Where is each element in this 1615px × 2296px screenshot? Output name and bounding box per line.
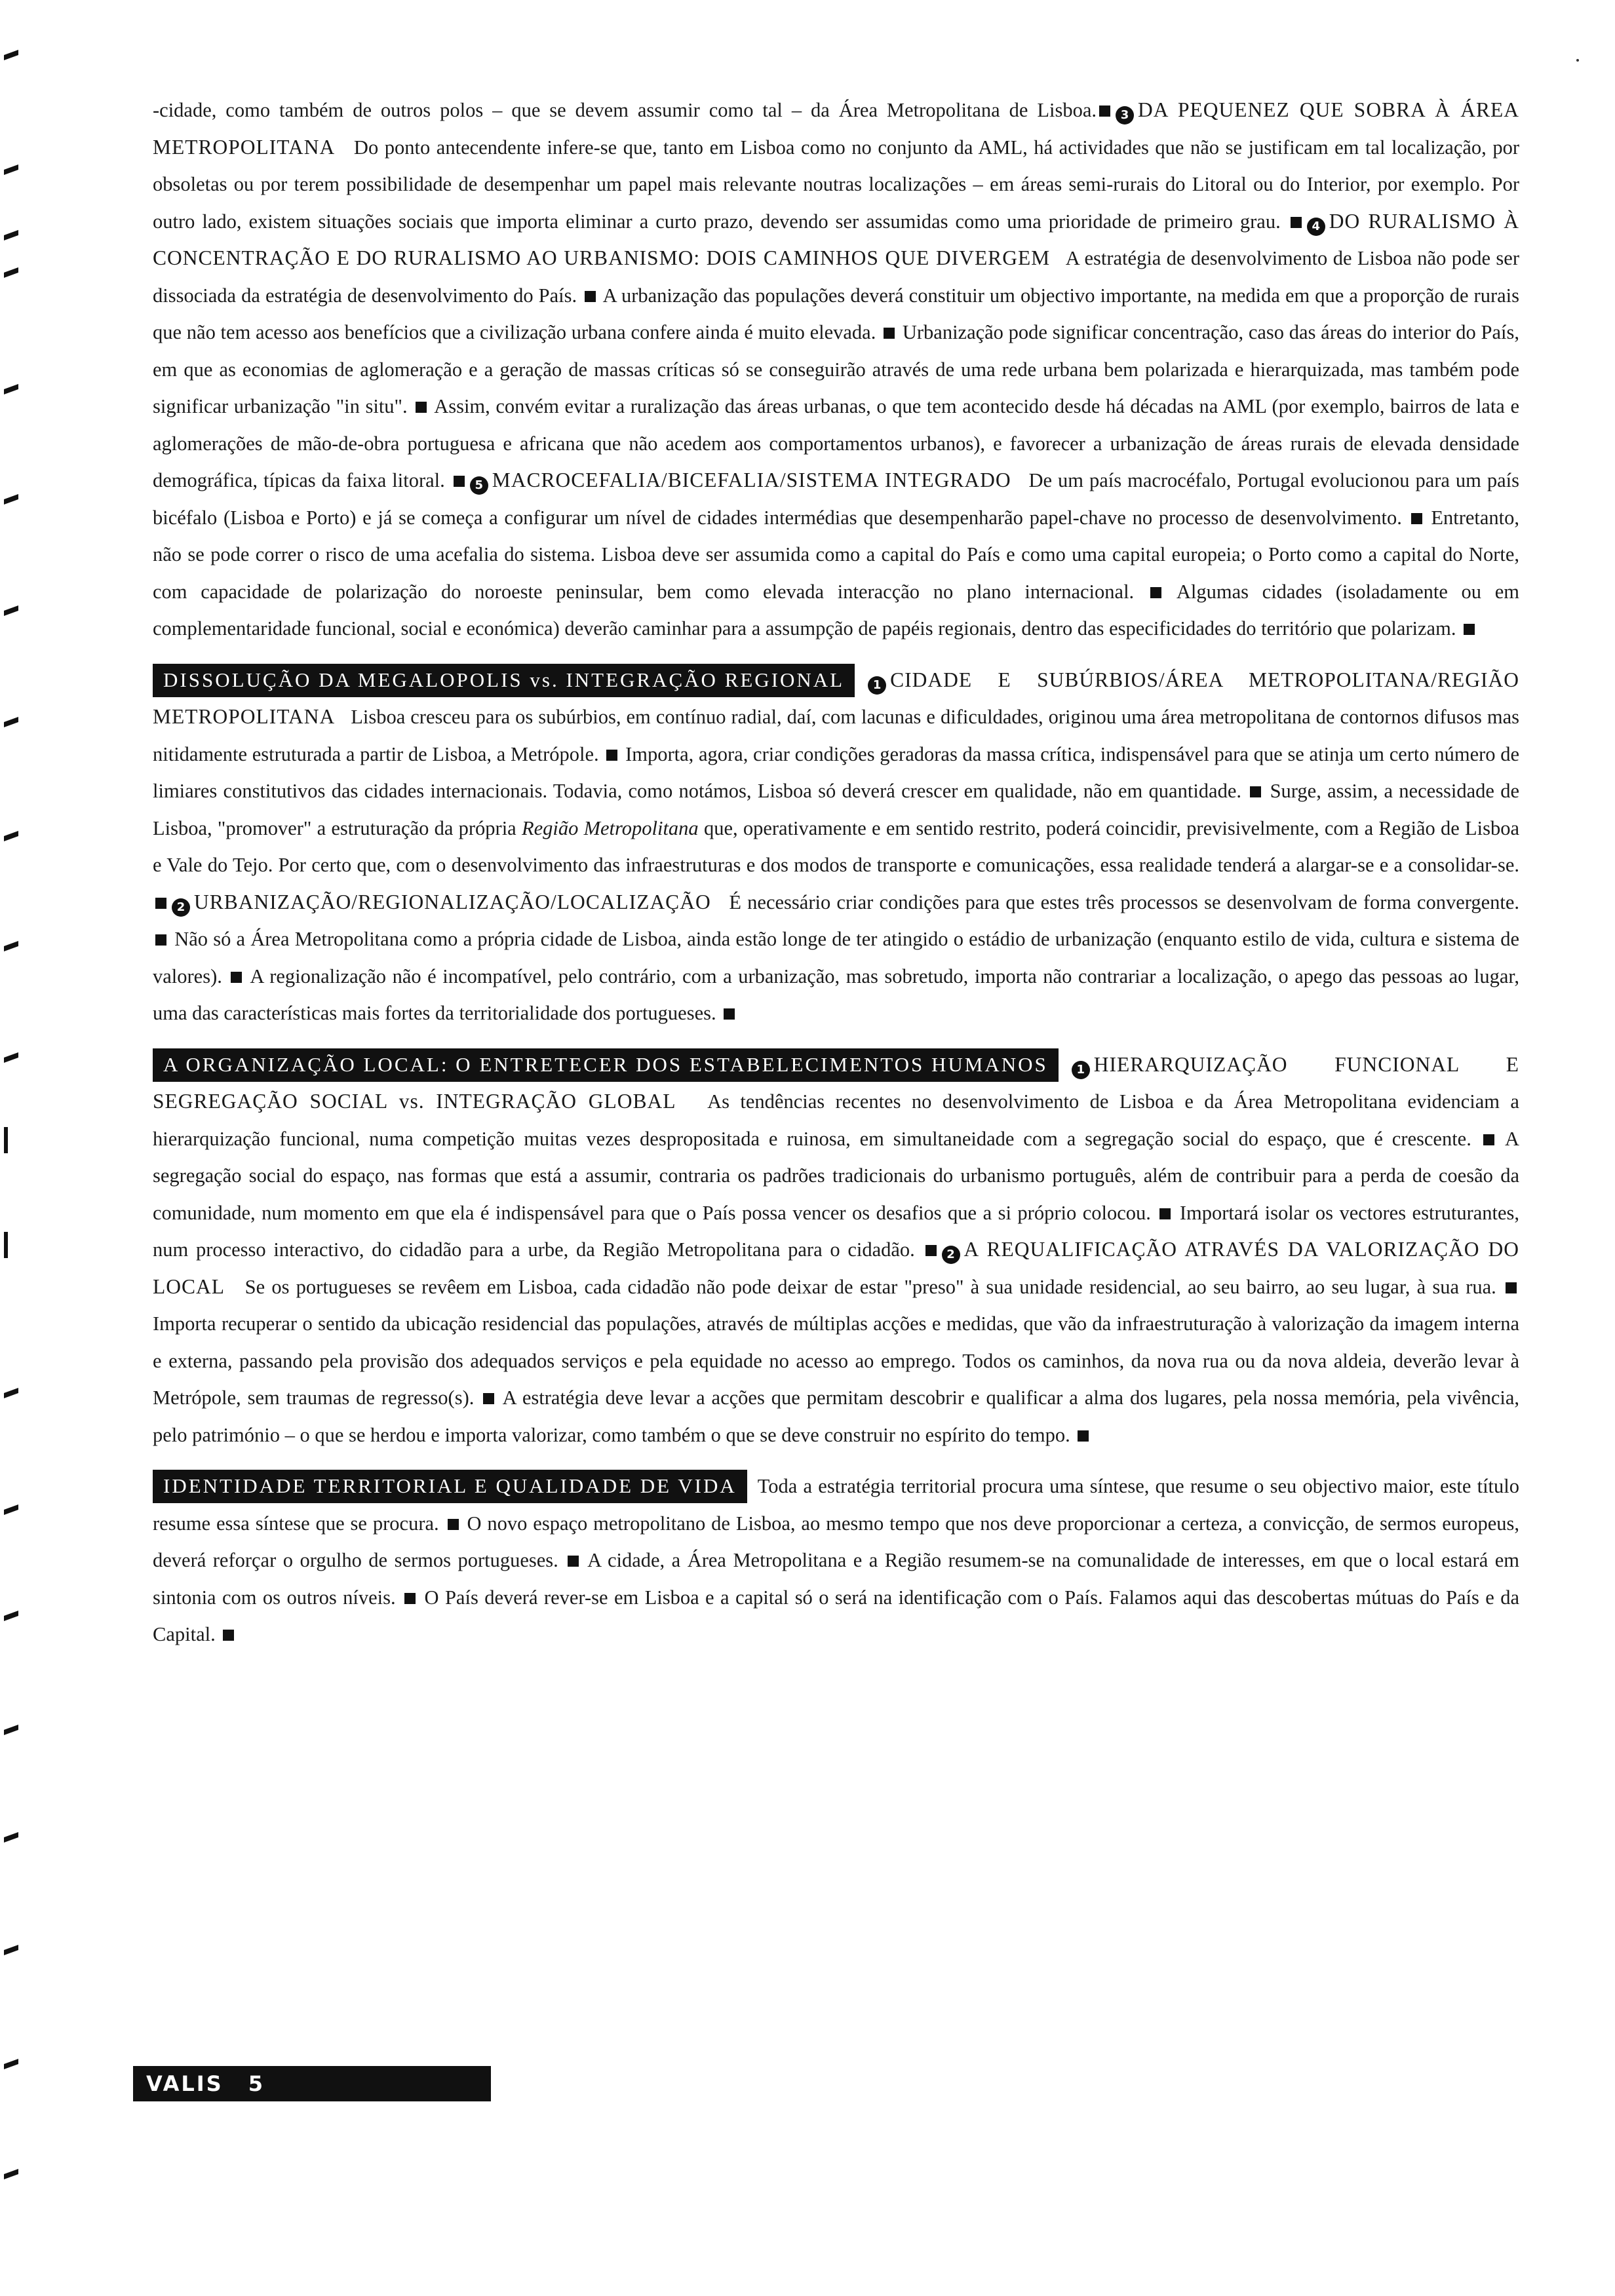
margin-tick — [4, 1504, 18, 1515]
margin-tick — [4, 2169, 18, 2179]
publication-name: VALIS — [146, 2071, 224, 2096]
number-2-icon: 2 — [172, 898, 190, 917]
text: O novo espaço metropolitano de Lisboa, ao mesmo tempo que nos deve proporcionar a certeza, a convicção, de sermos europeus, deverá reforçar o orgulho de sermos portugueses. — [153, 1512, 1519, 1571]
text: A urbanização das populações deverá constituir um objectivo importante, na medida em que a proporção de rurais que não tem acesso aos benefícios que a civilização urbana confere ainda é muito elevada. — [153, 284, 1519, 343]
margin-tick — [4, 230, 18, 240]
square-bullet-icon — [568, 1556, 579, 1567]
text: A estratégia deve levar a acções que permitam descobrir e qualificar a alma dos lugares, pela nossa memória, pela vivência, pelo património – o que se herdou e importa valorizar, como também o que se deve construir no espírito do tempo. — [153, 1387, 1520, 1446]
text: Assim, convém evitar a ruralização das áreas urbanas, o que tem acontecido desde há décadas na AML (por exemplo, bairros de lata e aglomerações de mão-de-obra portuguesa e africana que não acedem aos comportamentos urbanos), e favorecer a urbanização de áreas rurais de elevada densidade demográfica, típicas da faixa litoral. — [153, 395, 1519, 491]
page-footer — [133, 2066, 491, 2101]
square-bullet-icon — [1483, 1134, 1494, 1145]
square-bullet-icon — [1150, 587, 1161, 598]
section-banner: IDENTIDADE TERRITORIAL E QUALIDADE DE VIDA — [153, 1470, 747, 1503]
text: A cidade, a Área Metropolitana e a Região resumem-se na comunalidade de interesses, em que o local estará em sintonia com os outros níveis. — [153, 1549, 1519, 1609]
section-banner: DISSOLUÇÃO DA MEGALOPOLIS vs. INTEGRAÇÃO REGIONAL — [153, 664, 855, 697]
text: Surge, assim, a necessidade de Lisboa, "promover" a estruturação da própria — [153, 780, 1520, 839]
square-bullet-icon — [925, 1245, 937, 1256]
number-1-icon: 1 — [868, 676, 886, 695]
square-bullet-icon — [454, 476, 465, 487]
square-bullet-icon — [1099, 105, 1110, 117]
text: A segregação social do espaço, nas formas que está a assumir, contraria os padrões tradicionais do urbanismo português, além de contribuir para a perda de coesão da comunidade, num momento em que ela é indispensável para que o País possa vencer os desafios que a si próprio colocou. — [153, 1127, 1520, 1224]
section-banner: A ORGANIZAÇÃO LOCAL: O ENTRETECER DOS ESTABELECIMENTOS HUMANOS — [153, 1048, 1059, 1082]
text: É necessário criar condições para que estes três processos se desenvolvam de forma convergente. — [729, 890, 1520, 913]
text: As tendências recentes no desenvolvimento de Lisboa e da Área Metropolitana evidenciam a hierarquização funcional, numa competição muitas vezes despropositada e ruinosa, em simultaneidade com a segregação social do espaço, que é crescente. — [153, 1090, 1519, 1150]
margin-tick — [4, 1052, 18, 1063]
square-bullet-icon — [231, 972, 242, 983]
page-number: 5 — [248, 2071, 265, 2096]
margin-tick — [4, 831, 18, 841]
square-bullet-icon — [416, 402, 427, 413]
section-organizacao-local — [153, 1046, 1519, 1454]
subheading: DO RURALISMO À CONCENTRAÇÃO E DO RURALISMO AO URBANISMO: DOIS CAMINHOS QUE DIVERGEM — [153, 209, 1519, 269]
text: -cidade, como também de outros polos – que se devem assumir como tal – da Área Metropolitana de Lisboa. — [153, 99, 1097, 121]
square-bullet-icon — [448, 1519, 459, 1530]
square-bullet-icon — [1464, 624, 1475, 635]
number-1-icon: 1 — [1072, 1061, 1090, 1079]
margin-tick — [4, 1127, 8, 1153]
subheading: URBANIZAÇÃO/REGIONALIZAÇÃO/LOCALIZAÇÃO — [194, 890, 711, 913]
margin-tick — [4, 384, 18, 394]
margin-tick — [4, 50, 18, 60]
speck — [1576, 59, 1579, 62]
number-5-icon: 5 — [470, 476, 488, 495]
square-bullet-icon — [1078, 1430, 1089, 1442]
margin-tick — [4, 717, 18, 727]
margin-tick — [4, 941, 18, 951]
subheading: A REQUALIFICAÇÃO ATRAVÉS DA VALORIZAÇÃO DO LOCAL — [153, 1238, 1520, 1298]
text: Toda a estratégia territorial procura uma síntese, que resume o seu objectivo maior, este título resume essa síntese que se procura. — [153, 1475, 1519, 1535]
square-bullet-icon — [884, 328, 895, 339]
section-identidade — [153, 1468, 1519, 1653]
margin-tick — [4, 267, 18, 278]
margin-tick — [4, 1945, 18, 1955]
subheading: MACROCEFALIA/BICEFALIA/SISTEMA INTEGRADO — [492, 469, 1011, 491]
margin-tick — [4, 1232, 8, 1258]
square-bullet-icon — [1506, 1282, 1517, 1293]
subheading: DA PEQUENEZ QUE SOBRA À ÁREA METROPOLITANA — [153, 98, 1519, 159]
square-bullet-icon — [1159, 1208, 1171, 1219]
text: A estratégia de desenvolvimento de Lisboa não pode ser dissociada da estratégia de desenvolvimento do País. — [153, 247, 1519, 307]
number-4-icon: 4 — [1307, 218, 1325, 236]
text: Urbanização pode significar concentração, caso das áreas do interior do País, em que as economias de aglomeração e a geração de massas críticas só se conseguirão através de uma rede urbana bem polarizada e hierarquizada, mas também pode significar urbanização "in situ". — [153, 321, 1520, 417]
margin-tick — [4, 1725, 18, 1735]
margin-tick — [4, 1388, 18, 1398]
margin-tick — [4, 2059, 18, 2069]
number-2-icon: 2 — [942, 1246, 960, 1264]
text: Importa, agora, criar condições geradoras da massa crítica, indispensável para que se atinja um certo número de limiares constitutivos das cidades internacionais. Todavia, como notámos, Lisboa só deverá crescer em qualidade, não em quantidade. — [153, 742, 1520, 802]
section-megalopolis — [153, 662, 1519, 1032]
square-bullet-icon — [483, 1393, 494, 1404]
square-bullet-icon — [1411, 513, 1422, 524]
margin-tick — [4, 605, 18, 616]
number-3-icon: 3 — [1116, 106, 1134, 124]
text: Entretanto, não se pode correr o risco de uma acefalia do sistema. Lisboa deve ser assumida como a capital do País e como uma capital europeia; o Porto como a capital do Norte, com capacidade de polarização do noroeste peninsular, bem como elevada interacção no plano internacional. — [153, 506, 1520, 603]
text: Do ponto antecendente infere-se que, tanto em Lisboa como no conjunto da AML, há actividades que não se justificam em tal localização, por obsoletas ou por terem possibilidade de desempenhar um papel mais relevante noutras localizações – em áreas semi-rurais do Litoral ou do Interior, por exemplo. Por outro lado, existem situações sociais que importa eliminar a curto prazo, devendo ser assumidas como uma prioridade de primeiro grau. — [153, 136, 1520, 233]
text: A regionalização não é incompatível, pelo contrário, com a urbanização, mas sobretudo, importa não contrariar a localização, o apego das pessoas ao lugar, uma das características mais fortes da territorialidade dos portugueses. — [153, 965, 1519, 1024]
margin-tick — [4, 494, 18, 505]
text: Importa recuperar o sentido da ubicação residencial das populações, através de múltiplas acções e medidas, que vão da infraestruturação à valorização da imagem interna e externa, passando pela provisão dos adequados serviços e pela equidade no acesso ao emprego. Todos os caminhos, da nova rua ou da nova aldeia, deverão levar à Metrópole, sem traumas de regresso(s). — [153, 1312, 1519, 1409]
text: Não só a Área Metropolitana como a própria cidade de Lisboa, ainda estão longe de ter atingido o estádio de urbanização (enquanto estilo de vida, cultura e sistema de valores). — [153, 928, 1520, 987]
paragraph-intro — [153, 92, 1519, 647]
subheading: CIDADE E SUBÚRBIOS/ÁREA METROPOLITANA/REGIÃO METROPOLITANA — [153, 668, 1519, 728]
text: Lisboa cresceu para os subúrbios, em contínuo radial, daí, com lacunas e dificuldades, originou uma área metropolitana de contornos difusos mas nitidamente estruturada a partir de Lisboa, a Metrópole. — [153, 706, 1520, 765]
square-bullet-icon — [606, 750, 617, 761]
subheading: HIERARQUIZAÇÃO FUNCIONAL E SEGREGAÇÃO SOCIAL vs. INTEGRAÇÃO GLOBAL — [153, 1052, 1519, 1113]
text: Algumas cidades (isoladamente ou em complementaridade funcional, social e económica) deverão caminhar para a assumpção de papéis regionais, dentro das especificidades do território que polarizam. — [153, 580, 1519, 640]
square-bullet-icon — [724, 1008, 735, 1020]
article-body — [153, 92, 1519, 1653]
italic-term: Região Metropolitana — [521, 816, 699, 839]
square-bullet-icon — [585, 291, 596, 302]
text: que, operativamente e em sentido restrito, poderá coincidir, previsivelmente, com a Região de Lisboa e Vale do Tejo. Por certo que, com o desenvolvimento das infraestruturas e dos modos de transporte e comunicações, essa realidade tenderá a alargar-se e a consolidar-se. — [153, 816, 1520, 876]
margin-tick — [4, 1611, 18, 1621]
text: De um país macrocéfalo, Portugal evolucionou para um país bicéfalo (Lisboa e Porto) e já se começa a configurar um nível de cidades intermédias que desempenharão papel-chave no processo de desenvolvimento. — [153, 469, 1520, 529]
square-bullet-icon — [155, 934, 166, 946]
margin-tick — [4, 1832, 18, 1843]
text: Importará isolar os vectores estruturantes, num processo interactivo, do cidadão para a urbe, da Região Metropolitana para o cidadão. — [153, 1201, 1520, 1261]
square-bullet-icon — [404, 1593, 416, 1604]
square-bullet-icon — [1291, 217, 1302, 228]
square-bullet-icon — [155, 898, 166, 909]
square-bullet-icon — [223, 1630, 234, 1641]
text: Se os portugueses se revêem em Lisboa, cada cidadão não pode deixar de estar "preso" à sua unidade residencial, ao seu bairro, ao seu lugar, à sua rua. — [244, 1275, 1496, 1298]
text: O País deverá rever-se em Lisboa e a capital só o será na identificação com o País. Falamos aqui das descobertas mútuas do País e da Capital. — [153, 1586, 1520, 1645]
square-bullet-icon — [1250, 786, 1261, 797]
margin-tick — [4, 164, 18, 175]
